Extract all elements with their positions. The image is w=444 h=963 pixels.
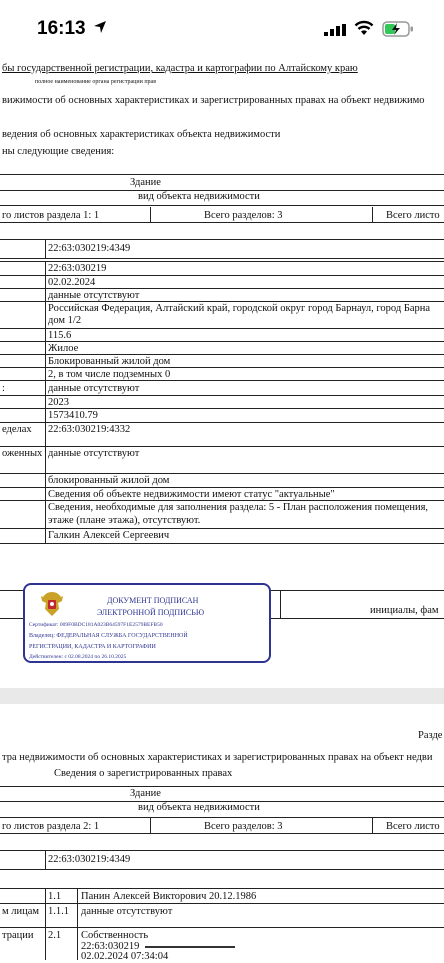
sheet-count-label: го листов раздела 2: 1 <box>2 821 100 832</box>
rights-row-label: трации <box>2 930 34 941</box>
table-row: дом 1/2 <box>48 315 82 326</box>
table-row: этаже (плане этажа), отсутствуют. <box>48 515 201 526</box>
sections-total-label: Всего разделов: 3 <box>204 821 283 832</box>
table-row: Галкин Алексей Сергеевич <box>48 530 170 541</box>
cellular-signal-icon <box>324 24 346 36</box>
stamp-line2: ЭЛЕКТРОННОЙ ПОДПИСЬЮ <box>97 608 205 617</box>
table-row: данные отсутствуют <box>48 448 140 459</box>
table-row: Сведения, необходимые для заполнения раздела: 5 - План расположения помещения, <box>48 502 429 513</box>
section-subtitle: ведения об основных характеристиках объекта недвижимости <box>2 129 281 140</box>
section-subtitle: Сведения о зарегистрированных правах <box>54 768 233 779</box>
sheet-count-label: го листов раздела 1: 1 <box>2 210 100 221</box>
rights-row-label: м лицам <box>2 906 40 917</box>
agency-name: бы государственной регистрации, кадастра и картографии по Алтайскому краю <box>2 63 358 74</box>
intro-text: ны следующие сведения: <box>2 146 115 157</box>
extract-title: вижимости об основных характеристиках и зарегистрированных правах на объект недвижимо <box>2 95 425 106</box>
electronic-signature-stamp <box>23 583 271 663</box>
location-arrow-icon <box>93 20 107 34</box>
rights-row: Панин Алексей Викторович 20.12.1986 <box>81 891 257 902</box>
table-row: Жилое <box>48 343 79 354</box>
table-row: Российская Федерация, Алтайский край, городской округ город Барнаул, город Барна <box>48 303 431 314</box>
sheets-total-label: Всего листо <box>386 821 440 832</box>
object-kind-caption: вид объекта недвижимости <box>138 802 260 813</box>
cadastral-number: 22:63:030219:4349 <box>48 243 131 254</box>
redaction-mark <box>145 946 235 948</box>
table-row: Блокированный жилой дом <box>48 356 171 367</box>
sheets-total-label: Всего листо <box>386 210 440 221</box>
stamp-validity: Действителен: с 02.08.2024 по 26.10.2025 <box>29 654 127 660</box>
table-row: 02.02.2024 <box>48 277 96 288</box>
rights-row: Собственность <box>81 930 149 941</box>
sections-total-label: Всего разделов: 3 <box>204 210 283 221</box>
stamp-owner-line2: РЕГИСТРАЦИИ, КАДАСТРА И КАРТОГРАФИИ <box>29 644 156 650</box>
table-row: данные отсутствуют <box>48 383 140 394</box>
rights-row: 02.02.2024 07:34:04 <box>81 951 169 962</box>
cadastral-number: 22:63:030219:4349 <box>48 854 131 865</box>
table-row: 22:63:030219 <box>48 263 107 274</box>
stamp-certificate: Сертификат: 009F0BDC181A023B64597F1E2579BEFB50 <box>29 622 163 628</box>
table-row: 115.6 <box>48 330 72 341</box>
table-row: 2023 <box>48 397 69 408</box>
rights-row-number: 2.1 <box>48 930 62 941</box>
table-row: 1573410.79 <box>48 410 98 421</box>
table-row-label: : <box>2 383 5 394</box>
agency-caption: полное наименование органа регистрации прав <box>35 79 157 85</box>
stamp-owner-line1: Владелец: ФЕДЕРАЛЬНАЯ СЛУЖБА ГОСУДАРСТВЕННОЙ <box>29 633 188 639</box>
page-separator <box>0 688 444 704</box>
table-row: блокированный жилой дом <box>48 475 170 486</box>
rights-row-number: 1.1.1 <box>48 906 69 917</box>
table-row-label: оженных <box>2 448 43 459</box>
wifi-icon <box>354 20 374 36</box>
rights-row: 22:63:030219 <box>81 941 140 952</box>
status-time: 16:13 <box>37 18 86 39</box>
coat-of-arms-icon <box>39 589 65 619</box>
initials-caption: инициалы, фам <box>370 605 439 616</box>
rights-row: данные отсутствуют <box>81 906 173 917</box>
table-row: 22:63:030219:4332 <box>48 424 131 435</box>
section-title: тра недвижимости об основных характеристиках и зарегистрированных правах на объект недви <box>2 752 433 763</box>
rights-row-number: 1.1 <box>48 891 62 902</box>
table-row: данные отсутствуют <box>48 290 140 301</box>
object-kind: Здание <box>130 788 161 799</box>
table-row-label: еделах <box>2 424 32 435</box>
stamp-line1: ДОКУМЕНТ ПОДПИСАН <box>107 596 199 605</box>
battery-charging-icon <box>382 21 414 37</box>
status-bar <box>0 0 444 62</box>
table-row: Сведения об объекте недвижимости имеют статус "актуальные" <box>48 489 335 500</box>
table-row: 2, в том числе подземных 0 <box>48 369 171 380</box>
object-kind: Здание <box>130 177 161 188</box>
object-kind-caption: вид объекта недвижимости <box>138 191 260 202</box>
section-label: Разде <box>418 730 443 741</box>
